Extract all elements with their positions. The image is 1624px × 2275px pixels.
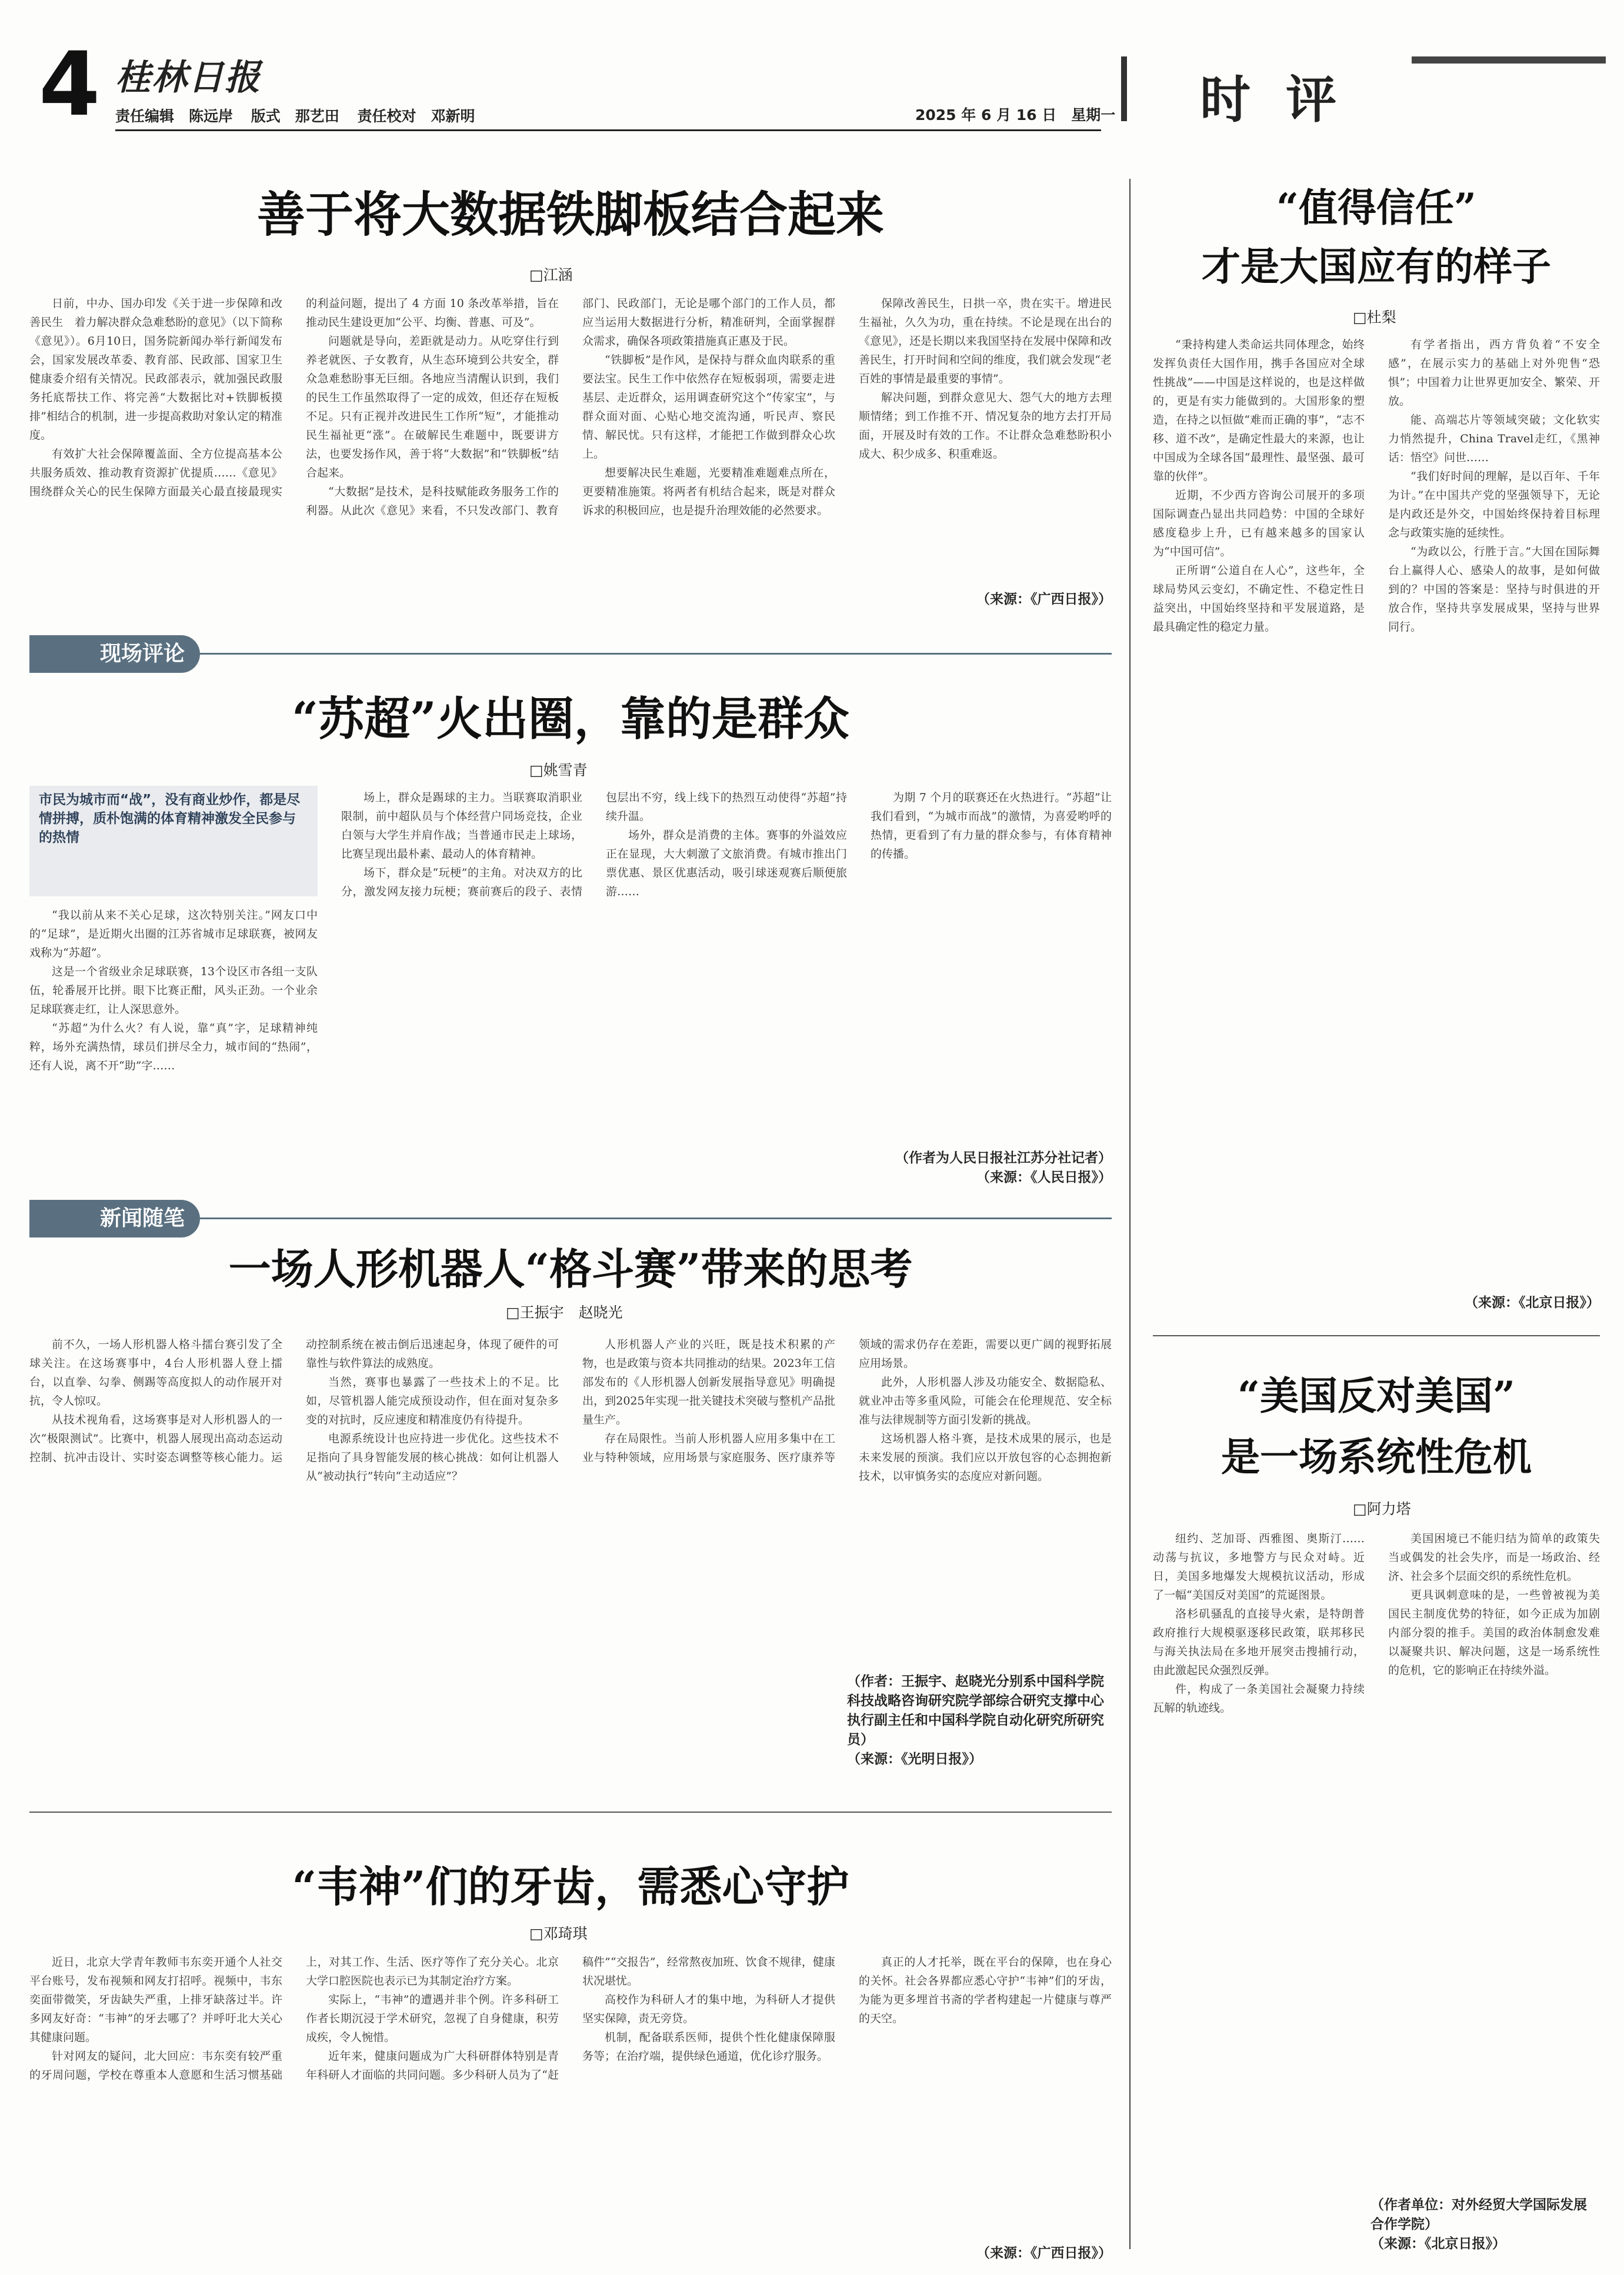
paragraph: 场下，群众是“玩梗”的主角。对决双方的比分，激发网友接力玩梗；赛前赛后的段子、表情包层出不穷，线上线下的热烈互动使得“苏超”持续升温。 <box>341 791 847 898</box>
paragraph: 保障改善民生，日拱一卒，贵在实干。增进民生福祉，久久为功，重在持续。不论是现在出台的《意见》，还是长期以来我国坚持在发展中保障和改善民生，打开时间和空间的维度，我们就会发现“老百姓的事情是最重要的事情”。 <box>859 297 1112 385</box>
column-tag: 现场评论 <box>29 635 200 673</box>
article-body <box>341 788 1112 1141</box>
newspaper-name: 桂林日报 <box>115 57 261 98</box>
paragraph: “为政以公，行胜于言。”大国在国际舞台上赢得人心、感染人的故事，是如何做到的？中国的答案是：坚持与时俱进的开放合作，坚持共享发展成果，坚持与世界同行。 <box>1388 545 1600 633</box>
paragraph: 这是一个省级业余足球联赛，13个设区市各组一支队伍，轮番展开比拼。眼下比赛正酣，风头正劲。一个业余足球联赛走红，让人深思意外。 <box>29 965 318 1016</box>
section-title: 时评 <box>1200 70 1372 129</box>
article-title: 善于将大数据铁脚板结合起来 <box>256 186 884 243</box>
paragraph: 美国困境已不能归结为简单的政策失当或偶发的社会失序，而是一场政治、经济、社会多个层面交织的系统性危机。 <box>1388 1532 1600 1583</box>
article-title: “美国反对美国” <box>1238 1373 1515 1419</box>
article-body <box>1153 1529 1600 2188</box>
article-title: “苏超”火出圈，靠的是群众 <box>292 692 849 746</box>
paragraph: 洛杉矶骚乱的直接导火索，是特朗普政府推行大规模驱逐移民政策，联邦移民与海关执法局在多地开展突击搜捕行动，由此激起民众强烈反弹。 <box>1153 1607 1365 1677</box>
paragraph: 针对网友的疑问，北大回应：韦东奕有较严重的牙周问题，学校在尊重本人意愿和生活习惯基础上，对其工作、生活、医疗等作了充分关心。北京大学口腔医院也表示已为其制定治疗方案。 <box>29 1956 559 2081</box>
article-source: （来源：《广西日报》） <box>976 592 1112 607</box>
paragraph: 真正的人才托举，既在平台的保障，也在身心的关怀。社会各界都应悉心守护“韦神”们的牙齿，为能为更多埋首书斋的学者构建起一片健康与尊严的天空。 <box>859 1956 1112 2025</box>
paragraph: 机制，配备联系医师，提供个性化健康保障服务等；在治疗端，提供绿色通道，优化诊疗服务。 <box>582 2031 835 2063</box>
header-rule <box>115 129 1101 131</box>
paragraph: 此外，人形机器人涉及功能安全、数据隐私、就业冲击等多重风险，可能会在伦理规范、安全标准与法律规制等方面引发新的挑战。 <box>859 1376 1112 1426</box>
paragraph: 近日，北京大学青年教师韦东奕开通个人社交平台账号，发布视频和网友打招呼。视频中，韦东奕面带微笑，牙齿缺失严重，上排牙缺落过半。许多网友好奇：“韦神”的牙去哪了？并呼吁北大关心其健康问题。 <box>29 1956 282 2044</box>
editor-credit: 责任校对 邓新明 <box>357 108 475 125</box>
article-source: （作者为人民日报社江苏分社记者） （来源：《人民日报》） <box>895 1150 1112 1185</box>
paragraph: “苏超”为什么火？有人说，靠“真”字，足球精神纯粹，场外充满热情，球员们拼尽全力，城市间的“热闹”，还有人说，离不开“助”字…… <box>29 1022 318 1072</box>
article-author: □杜梨 <box>1353 309 1396 326</box>
article-rule <box>29 1812 1112 1813</box>
article-source: （来源：《广西日报》） <box>976 2246 1112 2261</box>
article-source: （作者：王振宇、赵晓光分别系中国科学院科技战略咨询研究院学部综合研究支撑中心执行副主任和中国科学院自动化研究所研究员） （来源：《光明日报》） <box>847 1674 1104 1767</box>
article-author: □邓琦琪 <box>529 1925 588 1942</box>
paragraph: 有效扩大社会保障覆盖面、全方位提高基本公共服务质效、推动教育资源扩优提质……《意见》围绕群众关心的民生保障方面最关心最直接最现实的利益问题，提出了 4 方面 10 条改革举措，旨在推动民生建设更加“公平、均衡、普惠、可及”。 <box>29 297 559 498</box>
section-bar <box>1412 56 1606 64</box>
article-subtitle: 是一场系统性危机 <box>1221 1434 1532 1480</box>
column-divider <box>1129 179 1131 2249</box>
paragraph: 日前，中办、国办印发《关于进一步保障和改善民生 着力解决群众急难愁盼的意见》（以下简称《意见》）。6月10日，国务院新闻办举行新闻发布会，国家发展改革委、教育部、民政部、国家卫生健康委介绍有关情况。民政部表示，就加强民政服务托底帮扶工作、将完善“大数据比对+铁脚板摸排”相结合的机制，进一步提高救助对象认定的精准度。 <box>29 297 282 442</box>
paragraph: 这场机器人格斗赛，是技术成果的展示，也是未来发展的预演。我们应以开放包容的心态拥抱新技术，以审慎务实的态度应对新问题。 <box>859 1432 1112 1483</box>
paragraph: 人形机器人产业的兴旺，既是技术积累的产物，也是政策与资本共同推动的结果。2023年工信部发布的《人形机器人创新发展指导意见》明确提出，到2025年实现一批关键技术突破与整机产品批量生产。 <box>582 1338 835 1426</box>
paragraph: 电源系统设计也应持进一步优化。这些技术不足指向了具身智能发展的核心挑战：如何让机器人从“被动执行”转向“主动适应”？ <box>306 1432 559 1483</box>
paragraph: 实际上，“韦神”的遭遇并非个例。许多科研工作者长期沉浸于学术研究，忽视了自身健康，积劳成疾，令人惋惜。 <box>306 1993 559 2044</box>
article-author: □王振宇 赵晓光 <box>506 1304 623 1321</box>
paragraph: 近期，不少西方咨询公司展开的多项国际调查凸显出共同趋势：中国的全球好感度稳步上升，已有越来越多的国家认为“中国可信”。 <box>1153 489 1365 558</box>
article-author: □姚雪青 <box>529 762 588 779</box>
article-body <box>29 294 1112 588</box>
article-author: □阿力塔 <box>1353 1500 1411 1517</box>
paragraph: 当然，赛事也暴露了一些技术上的不足。比如，尽管机器人能完成预设动作，但在面对复杂多变的对抗时，反应速度和精准度仍有待提升。 <box>306 1376 559 1426</box>
paragraph: 问题就是导向，差距就是动力。从吃穿住行到养老就医、子女教育，从生态环境到公共安全，群众急难愁盼事无巨细。各地应当清醒认识到，我们的民生工作虽然取得了一定的成效，但还存在短板不足。只有正视并改进民生工作所“短”，才能推动民生福祉更“涨”。在破解民生难题中，既要讲方法，也要发扬作风，善于将“大数据”和“铁脚板”结合起来。 <box>306 335 559 479</box>
editor-credits <box>115 105 488 126</box>
article-source: （作者单位：对外经贸大学国际发展合作学院） （来源：《北京日报》） <box>1370 2197 1587 2251</box>
article-subtitle: 才是大国应有的样子 <box>1202 243 1551 289</box>
tag-rule <box>200 1217 1112 1219</box>
article-lead: 市民为城市而“战”，没有商业炒作，都是尽情拼搏，质朴饱满的体育精神激发全民参与的热情 <box>29 786 318 896</box>
paragraph: 有学者指出，西方背负着“不安全感”，在展示实力的基础上对外兜售“恐惧”；中国着力让世界更加安全、繁荣、开放。 <box>1388 338 1600 408</box>
paragraph: 能、高端芯片等领域突破；文化软实力悄然提升，China Travel走红，《黑神话：悟空》问世…… <box>1388 413 1600 464</box>
paragraph: 从技术视角看，这场赛事是对人形机器人的一次“极限测试”。比赛中，机器人展现出高动态运动控制、抗冲击设计、实时姿态调整等核心能力。运动控制系统在被击倒后迅速起身，体现了硬件的可靠性与软件算法的成熟度。 <box>29 1338 559 1464</box>
section-bar <box>1121 56 1127 121</box>
article-author: □江涵 <box>529 266 573 283</box>
paragraph: 场外，群众是消费的主体。赛事的外溢效应正在显现，大大刺激了文旅消费。有城市推出门票优惠、景区优惠活动，吸引球迷观赛后顺便旅游…… <box>606 829 847 898</box>
article-source: （来源：《北京日报》） <box>1465 1295 1600 1310</box>
paragraph: “我们好时间的理解，是以百年、千年为计。”在中国共产党的坚强领导下，无论是内政还是外交，中国始终保持着目标理念与政策实施的延续性。 <box>1388 470 1600 539</box>
paragraph: 前不久，一场人形机器人格斗擂台赛引发了全球关注。在这场赛事中，4台人形机器人登上擂台，以直拳、勾拳、侧踢等高度拟人的动作展开对抗，令人惊叹。 <box>29 1338 282 1407</box>
paragraph: 近年来，健康问题成为广大科研群体特别是青年科研人才面临的共同问题。多少科研人员为了“赶稿件”“交报告”，经常熬夜加班、饮食不规律，健康状况堪忧。 <box>306 1956 835 2081</box>
paragraph: 纽约、芝加哥、西雅图、奥斯汀……动荡与抗议，多地警方与民众对峙。近日，美国多地爆发大规模抗议活动，形成了一幅“美国反对美国”的荒诞图景。 <box>1153 1532 1365 1602</box>
article-title: “值得信任” <box>1276 185 1476 231</box>
issue-date: 2025 年 6 月 16 日 星期一 <box>915 106 1116 124</box>
paragraph: 为期 7 个月的联赛还在火热进行。“苏超”让我们看到，“为城市而战”的激情，为喜爱哟呼的热情，更看到了有力量的群众参与，有体育精神的传播。 <box>871 791 1112 860</box>
paragraph: 解决问题，到群众意见大、怨气大的地方去理顺情绪；到工作推不开、情况复杂的地方去打开局面，开展及时有效的工作。不让群众急难愁盼积小成大、积少成多、积重难返。 <box>859 391 1112 461</box>
paragraph: 高校作为科研人才的集中地，为科研人才提供坚实保障，责无旁贷。 <box>582 1993 835 2025</box>
column-tag: 新闻随笔 <box>29 1200 200 1237</box>
article-rule <box>1153 1335 1600 1336</box>
article-body <box>1153 335 1600 1288</box>
editor-credit: 版式 那艺田 <box>251 108 339 125</box>
paragraph: 想要解决民生难题，光要精准难题难点所在，更要精准施策。将两者有机结合起来，既是对群众诉求的积极回应，也是提升治理效能的必然要求。 <box>582 466 835 517</box>
paragraph: 场上，群众是踢球的主力。当联赛取消职业限制，前中超队员与个体经营户同场竞技，企业白领与大学生并肩作战；当普通市民走上球场，比赛呈现出最朴素、最动人的体育精神。 <box>341 791 582 860</box>
paragraph: “大数据”是技术，是科技赋能政务服务工作的利器。从此次《意见》来看，不只发改部门、教育部门、民政部门，无论是哪个部门的工作人员，都应当运用大数据进行分析，精准研判，全面掌握群众需求，确保各项政策措施真正惠及于民。 <box>306 297 835 517</box>
paragraph: 更具讽刺意味的是，一些曾被视为美国民主制度优势的特征，如今正成为加剧内部分裂的推手。美国的政治体制愈发难以凝聚共识、解决问题，这是一场系统性的危机，它的影响正在持续外溢。 <box>1388 1589 1600 1677</box>
paragraph: “铁脚板”是作风，是保持与群众血肉联系的重要法宝。民生工作中依然存在短板弱项，需要走进基层、走近群众，运用调查研究这个“传家宝”，与群众面对面、心贴心地交流沟通，听民声、察民情、解民忧。只有这样，才能把工作做到群众心坎上。 <box>582 353 835 461</box>
article-title: 一场人形机器人“格斗赛”带来的思考 <box>228 1244 913 1294</box>
page-number: 4 <box>39 34 101 136</box>
paragraph: “秉持构建人类命运共同体理念，始终发挥负责任大国作用，携手各国应对全球性挑战”——中国是这样说的，也是这样做的，更是有实力能做到的。大国形象的塑造，在持之以恒做“难而正确的事”，“志不移、道不改”，是确定性最大的来源，也让中国成为全球各国“最理性、最坚强、最可靠的伙伴”。 <box>1153 338 1365 483</box>
article-body <box>29 906 318 1200</box>
paragraph: 存在局限性。当前人形机器人应用多集中在工业与特种领域，应用场景与家庭服务、医疗康养等领域的需求仍存在差距，需要以更广阔的视野拓展应用场景。 <box>582 1338 1112 1464</box>
tag-rule <box>200 653 1112 655</box>
article-body <box>29 1953 1112 2241</box>
paragraph: 正所谓“公道自在人心”，这些年，全球局势风云变幻，不确定性、不稳定性日益突出，中国始终坚持和平发展道路，是最具确定性的稳定力量。 <box>1153 564 1365 633</box>
editor-credit: 责任编辑 陈远岸 <box>115 108 234 125</box>
paragraph: “我以前从来不关心足球，这次特别关注。”网友口中的“足球”，是近期火出圈的江苏省城市足球联赛，被网友戏称为“苏超”。 <box>29 909 318 959</box>
article-title: “韦神”们的牙齿，需悉心守护 <box>292 1862 849 1912</box>
paragraph: 件，构成了一条美国社会凝聚力持续瓦解的轨迹线。 <box>1153 1683 1365 1714</box>
